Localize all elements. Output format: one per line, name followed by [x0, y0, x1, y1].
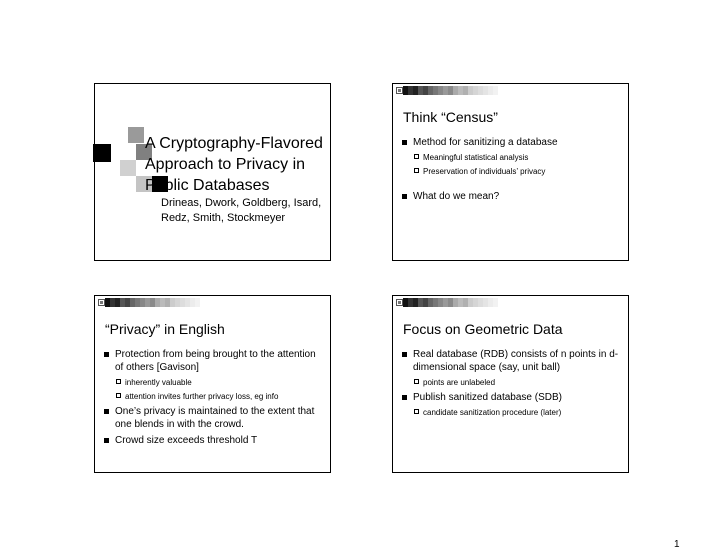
- bullet: Method for sanitizing a database: [401, 136, 623, 149]
- sub-bullet: points are unlabeled: [401, 377, 623, 388]
- corner-decor: [98, 299, 105, 306]
- gradient-block: [493, 86, 498, 95]
- page-number: 1: [674, 539, 680, 550]
- slide-title-slide: [94, 83, 331, 261]
- bullet: One’s privacy is maintained to the extent that one blends in with the crowd.: [103, 405, 325, 431]
- gradient-block: [493, 298, 498, 307]
- slide-1-title: A Cryptography-Flavored Approach to Privacy in Public Databases: [145, 135, 323, 194]
- sub-bullet: attention invites further privacy loss, eg info: [103, 391, 325, 402]
- slide-think-census: [392, 83, 629, 261]
- sub-bullet: inherently valuable: [103, 377, 325, 388]
- sub-bullet: candidate sanitization procedure (later): [401, 407, 623, 418]
- top-gradient-bar: [403, 298, 498, 307]
- decor-square-gray-1: [128, 127, 144, 143]
- decor-square-black-1: [93, 144, 111, 162]
- bullet: Crowd size exceeds threshold T: [103, 434, 325, 447]
- slide-3-title: “Privacy” in English: [105, 321, 225, 337]
- top-gradient-bar: [403, 86, 498, 95]
- corner-decor: [396, 87, 403, 94]
- bullet: Publish sanitized database (SDB): [401, 391, 623, 404]
- bullet: Protection from being brought to the attention of others [Gavison]: [103, 348, 325, 374]
- slide-geometric-data: [392, 295, 629, 473]
- sub-bullet: Preservation of individuals’ privacy: [401, 166, 623, 177]
- slide-2-title: Think “Census”: [403, 109, 498, 125]
- top-gradient-bar: [105, 298, 200, 307]
- slide-4-title: Focus on Geometric Data: [403, 321, 563, 337]
- slide-privacy-in-english: [94, 295, 331, 473]
- gradient-block: [195, 298, 200, 307]
- slide-1-authors: Drineas, Dwork, Goldberg, Isard, Redz, Smith, Stockmeyer: [161, 197, 322, 224]
- bullet: Real database (RDB) consists of n points in d-dimensional space (say, unit ball): [401, 348, 623, 374]
- slide-2-bullets: [401, 136, 623, 206]
- slide-4-bullets: [401, 348, 623, 421]
- decor-square-light-1: [120, 160, 136, 176]
- bullet: What do we mean?: [401, 190, 623, 203]
- sub-bullet: Meaningful statistical analysis: [401, 152, 623, 163]
- slide-3-bullets: [103, 348, 325, 450]
- corner-decor: [396, 299, 403, 306]
